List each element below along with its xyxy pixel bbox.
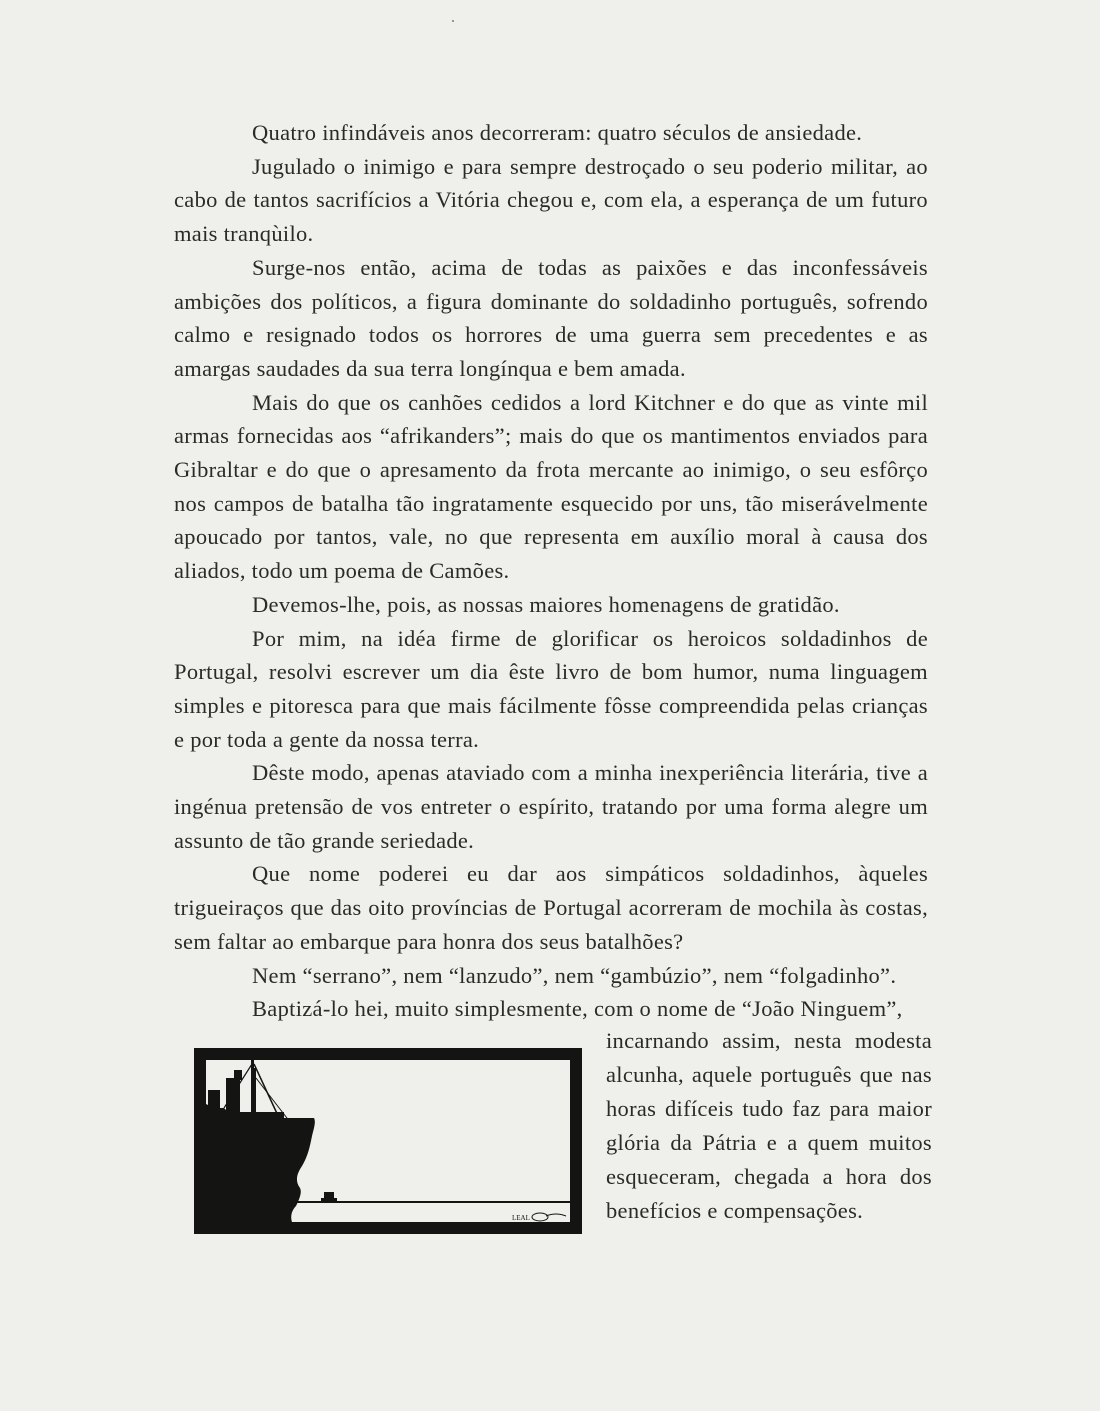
paragraph-5: Devemos-lhe, pois, as nossas maiores homenagens de gratidão. [252,591,840,617]
signature-mark [512,1213,566,1222]
page-speck [452,20,454,22]
paragraph-10: Baptizá-lo hei, muito simplesmente, com o nome de “João Ninguem”, [252,996,903,1022]
paragraph-1: Quatro infindáveis anos decorreram: quatro séculos de ansiedade. [252,120,863,145]
svg-text:LEAL: LEAL [512,1214,530,1222]
paragraph-3: Surge-nos então, acima de todas as paixões e das inconfessáveis ambições dos políticos, a figura dominante do soldadinho português, sofrendo calmo e resignado todos os horrores de uma guerra sem precedentes e as amargas saudades da sua terra longínqua e bem amada. [174,254,928,381]
paragraph-9: Nem “serrano”, nem “lanzudo”, nem “gambúzio”, nem “folgadinho”. [252,962,897,988]
paragraph-6: Por mim, na idéa firme de glorificar os heroicos soldadinhos de Portugal, resolvi escrever um dia êste livro de bom humor, numa linguagem simples e pitoresca para que mais fácilmente fôsse compreendida pelas crianças e por toda a gente da nossa terra. [174,625,928,752]
ship-silhouette-illustration [194,1048,582,1234]
paragraph-4: Mais do que os canhões cedidos a lord Kitchner e do que as vinte mil armas fornecidas aos “afrikanders”; mais do que os mantimentos enviados para Gibraltar e do que o apresamento da frota mercante ao inimigo, o seu esfôrço nos campos de batalha tão ingratamente esquecido por uns, tão miserávelmente apoucado por tantos, vale, no que representa em auxílio moral à causa dos aliados, todo um poema de Camões. [174,389,928,584]
main-text [174,116,928,1026]
paragraph-8: Que nome poderei eu dar aos simpáticos soldadinhos, àqueles trigueiraços que das oito províncias de Portugal acorreram de mochila às costas, sem faltar ao embarque para honra dos seus batalhões? [174,861,928,954]
paragraph-2: Jugulado o inimigo e para sempre destroçado o seu poderio militar, ao cabo de tantos sacrifícios a Vitória chegou e, com ela, a esperança de um futuro mais tranqùilo. [174,153,928,247]
continuation-text: incarnando assim, nesta modesta alcunha, aquele português que nas horas difíceis tudo faz para maior glória da Pátria e a quem muitos esqueceram, chegada a hora dos benefícios e compensações. [606,1028,932,1223]
paragraph-7: Dêste modo, apenas ataviado com a minha inexperiência literária, tive a ingénua pretensão de vos entreter o espírito, tratando por uma forma alegre um assunto de tão grande seriedade. [174,760,928,853]
